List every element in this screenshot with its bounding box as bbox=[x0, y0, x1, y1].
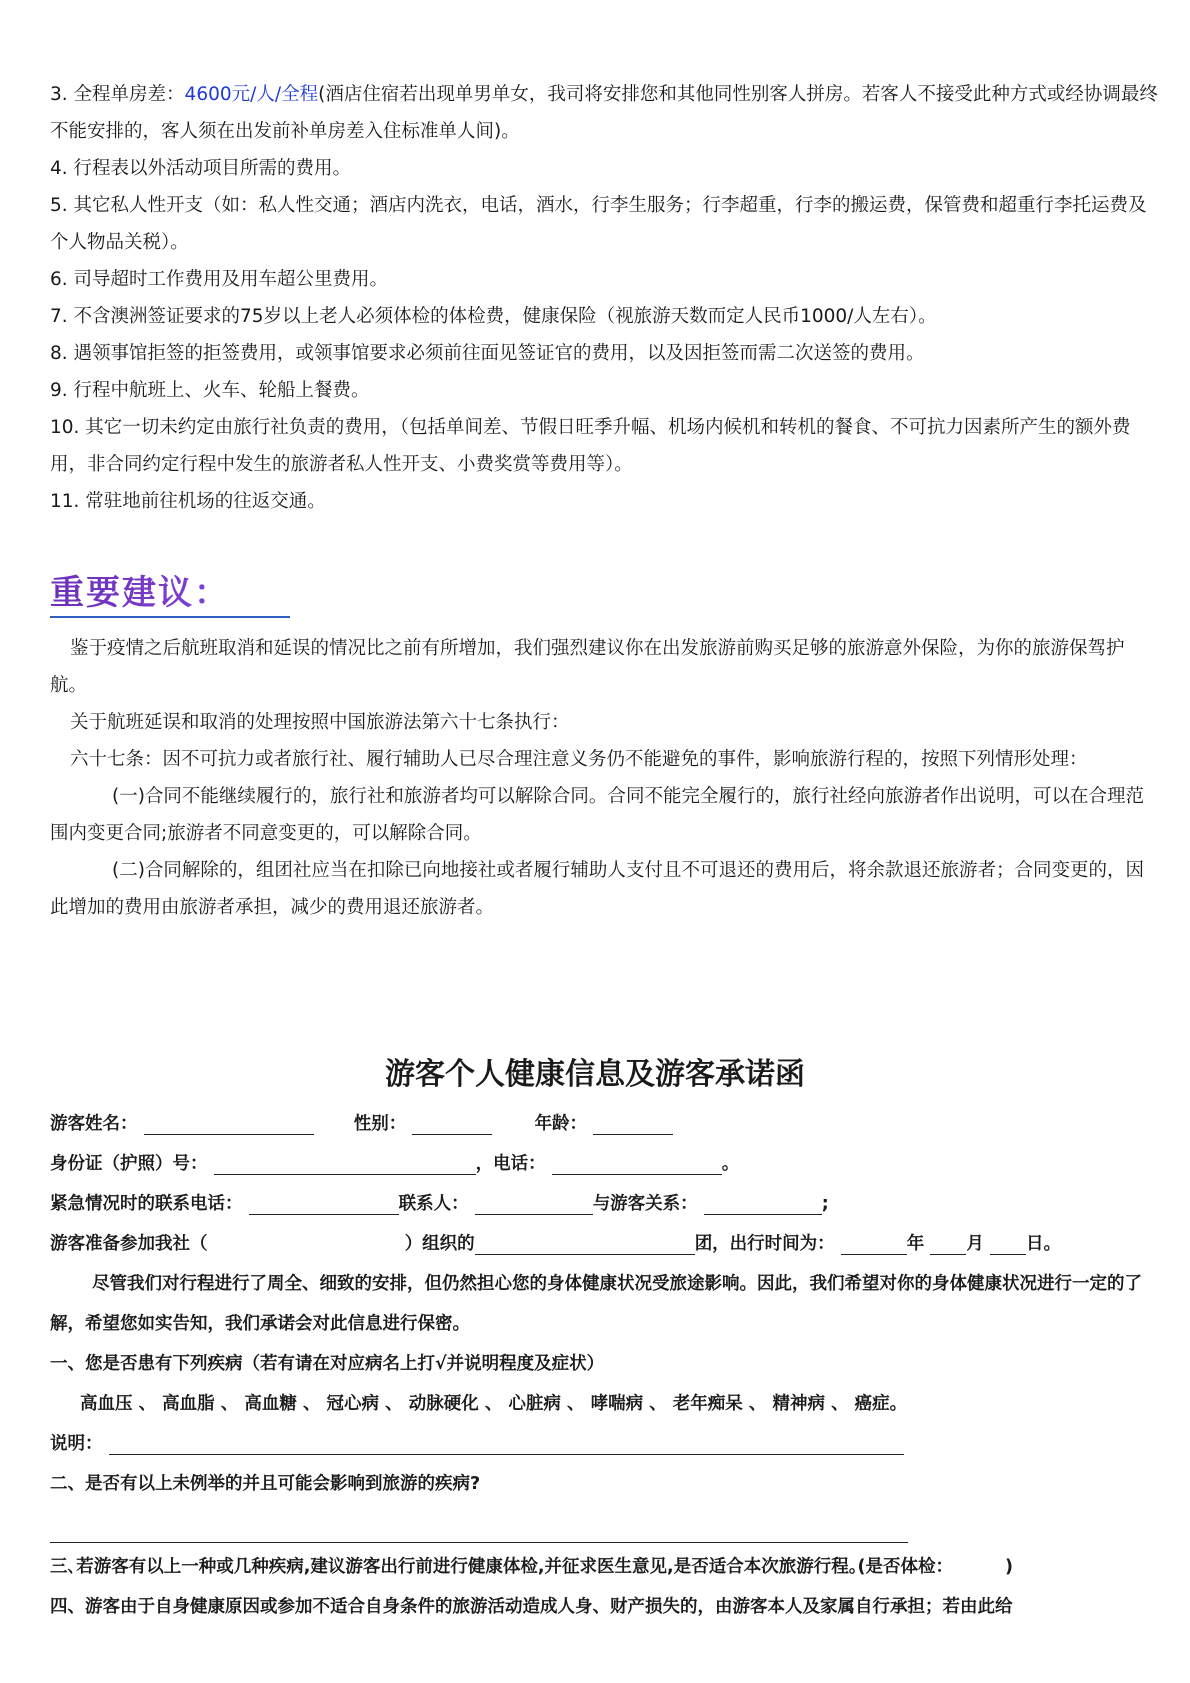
contact-label: 联系人： bbox=[398, 1194, 469, 1214]
disease-list[interactable]: 高血压 、 高血脂 、 高血糖 、 冠心病 、 动脉硬化 、 心脏病 、 哮喘病 、 老年痴呆 、 精神病 、 癌症。 bbox=[80, 1394, 908, 1414]
fee-item-11: 11. 常驻地前往机场的往返交通。 bbox=[50, 491, 326, 512]
advice-paragraph-3: 六十七条：因不可抗力或者旅行社、履行辅助人已尽合理注意义务仍不能避免的事件，影响旅游行程的，按照下列情形处理： bbox=[70, 749, 1088, 770]
advice-heading-text: 重要建议： bbox=[50, 570, 290, 618]
tour-field[interactable] bbox=[475, 1232, 695, 1255]
fee-item-8: 8. 遇领事馆拒签的拒签费用，或领事馆要求必须前往面见签证官的费用，以及因拒签而需二次送签的费用。 bbox=[50, 343, 925, 364]
advice-paragraph-2: 关于航班延误和取消的处理按照中国旅游法第六十七条执行： bbox=[70, 712, 570, 733]
month-field[interactable] bbox=[930, 1232, 966, 1255]
emergency-phone-field[interactable] bbox=[249, 1192, 399, 1215]
explain-field[interactable] bbox=[109, 1432, 904, 1455]
fee-item-5: 5. 其它私人性开支（如：私人性交通；酒店内洗衣，电话，酒水，行李生服务；行李超重，行李的搬运费，保管费和超重行李托运费及个人物品关税）。 bbox=[50, 195, 1147, 253]
question-2: 二、是否有以上未例举的并且可能会影响到旅游的疾病? bbox=[50, 1474, 481, 1494]
form-title: 游客个人健康信息及游客承诺函 bbox=[385, 1057, 805, 1092]
explain-label: 说明： bbox=[50, 1434, 103, 1454]
id-field[interactable] bbox=[214, 1152, 476, 1175]
fee-item-7: 7. 不含澳洲签证要求的75岁以上老人必须体检的体检费，健康保险（视旅游天数而定人民币1000/人左右）。 bbox=[50, 306, 937, 327]
fee-item-9: 9. 行程中航班上、火车、轮船上餐费。 bbox=[50, 380, 370, 401]
join-org: ）组织的 bbox=[404, 1234, 475, 1254]
advice-paragraph-4: (一)合同不能继续履行的，旅行社和旅游者均可以解除合同。合同不能完全履行的，旅行社经向旅游者作出说明，可以在合理范围内变更合同;旅游者不同意变更的，可以解除合同。 bbox=[50, 786, 1144, 844]
age-label: 年龄： bbox=[534, 1114, 588, 1134]
contact-field[interactable] bbox=[475, 1192, 593, 1215]
phone-field[interactable] bbox=[552, 1152, 722, 1175]
health-form bbox=[50, 1104, 1160, 1627]
fee-item-3: 3. 全程单房差：4600元/人/全程(酒店住宿若出现单男单女，我司将安排您和其他同性别客人拼房。若客人不接受此种方式或经协调最终不能安排的，客人须在出发前补单房差入住标准单人间)。 bbox=[50, 84, 1158, 142]
name-label: 游客姓名： bbox=[50, 1114, 138, 1134]
phone-label: ，电话： bbox=[475, 1154, 546, 1174]
single-room-price: 4600元/人/全程 bbox=[184, 84, 319, 105]
advice-heading bbox=[50, 570, 290, 618]
relation-field[interactable] bbox=[704, 1192, 822, 1215]
gender-label: 性别： bbox=[353, 1114, 407, 1134]
form-row-id: 身份证（护照）号： ，电话： 。 bbox=[50, 1154, 740, 1174]
gender-field[interactable] bbox=[412, 1112, 492, 1135]
year-field[interactable] bbox=[841, 1232, 907, 1255]
question-2-answer-line[interactable] bbox=[50, 1504, 908, 1543]
form-row-tour: 游客准备参加我社（ ）组织的 团，出行时间为： 年 月 日。 bbox=[50, 1234, 1061, 1254]
form-intro: 尽管我们对行程进行了周全、细致的安排，但仍然担心您的身体健康状况受旅途影响。因此，我们希望对你的身体健康状况进行一定的了解，希望您如实告知，我们承诺会对此信息进行保密。 bbox=[50, 1274, 1142, 1334]
emergency-phone-label: 紧急情况时的联系电话： bbox=[50, 1194, 243, 1214]
form-row-emergency: 紧急情况时的联系电话： 联系人： 与游客关系： ; bbox=[50, 1194, 829, 1214]
advice-paragraph-1: 鉴于疫情之后航班取消和延误的情况比之前有所增加，我们强烈建议你在出发旅游前购买足够的旅游意外保险，为你的旅游保驾护航。 bbox=[50, 638, 1125, 696]
relation-label: 与游客关系： bbox=[592, 1194, 698, 1214]
join-prefix: 游客准备参加我社（ bbox=[50, 1234, 208, 1254]
join-tour: 团，出行时间为： bbox=[694, 1234, 835, 1254]
name-field[interactable] bbox=[144, 1112, 314, 1135]
age-field[interactable] bbox=[593, 1112, 673, 1135]
advice-paragraph-5: (二)合同解除的，组团社应当在扣除已向地接社或者履行辅助人支付且不可退还的费用后，将余款退还旅游者；合同变更的，因此增加的费用由旅游者承担，减少的费用退还旅游者。 bbox=[50, 860, 1144, 918]
form-row-basic bbox=[50, 1104, 1160, 1144]
id-label: 身份证（护照）号： bbox=[50, 1154, 208, 1174]
question-4: 四、游客由于自身健康原因或参加不适合自身条件的旅游活动造成人身、财产损失的，由游客本人及家属自行承担；若由此给 bbox=[50, 1597, 1013, 1617]
fee-item-6: 6. 司导超时工作费用及用车超公里费用。 bbox=[50, 269, 389, 290]
day-field[interactable] bbox=[990, 1232, 1026, 1255]
fee-item-10: 10. 其它一切未约定由旅行社负责的费用，（包括单间差、节假日旺季升幅、机场内候机和转机的餐食、不可抗力因素所产生的额外费用，非合同约定行程中发生的旅游者私人性开支、小费奖赏等费用等）。 bbox=[50, 417, 1131, 475]
fee-exclusions-list bbox=[50, 76, 1160, 520]
fee-item-4: 4. 行程表以外活动项目所需的费用。 bbox=[50, 158, 352, 179]
form-row-explain bbox=[50, 1424, 1160, 1464]
question-1: 一、您是否患有下列疾病（若有请在对应病名上打√并说明程度及症状） bbox=[50, 1354, 605, 1374]
question-3: 三､若游客有以上一种或几种疾病,建议游客出行前进行健康体检,并征求医生意见,是否适合本次旅游行程｡(是否体检： ) bbox=[50, 1557, 1013, 1577]
advice-section bbox=[50, 630, 1160, 926]
